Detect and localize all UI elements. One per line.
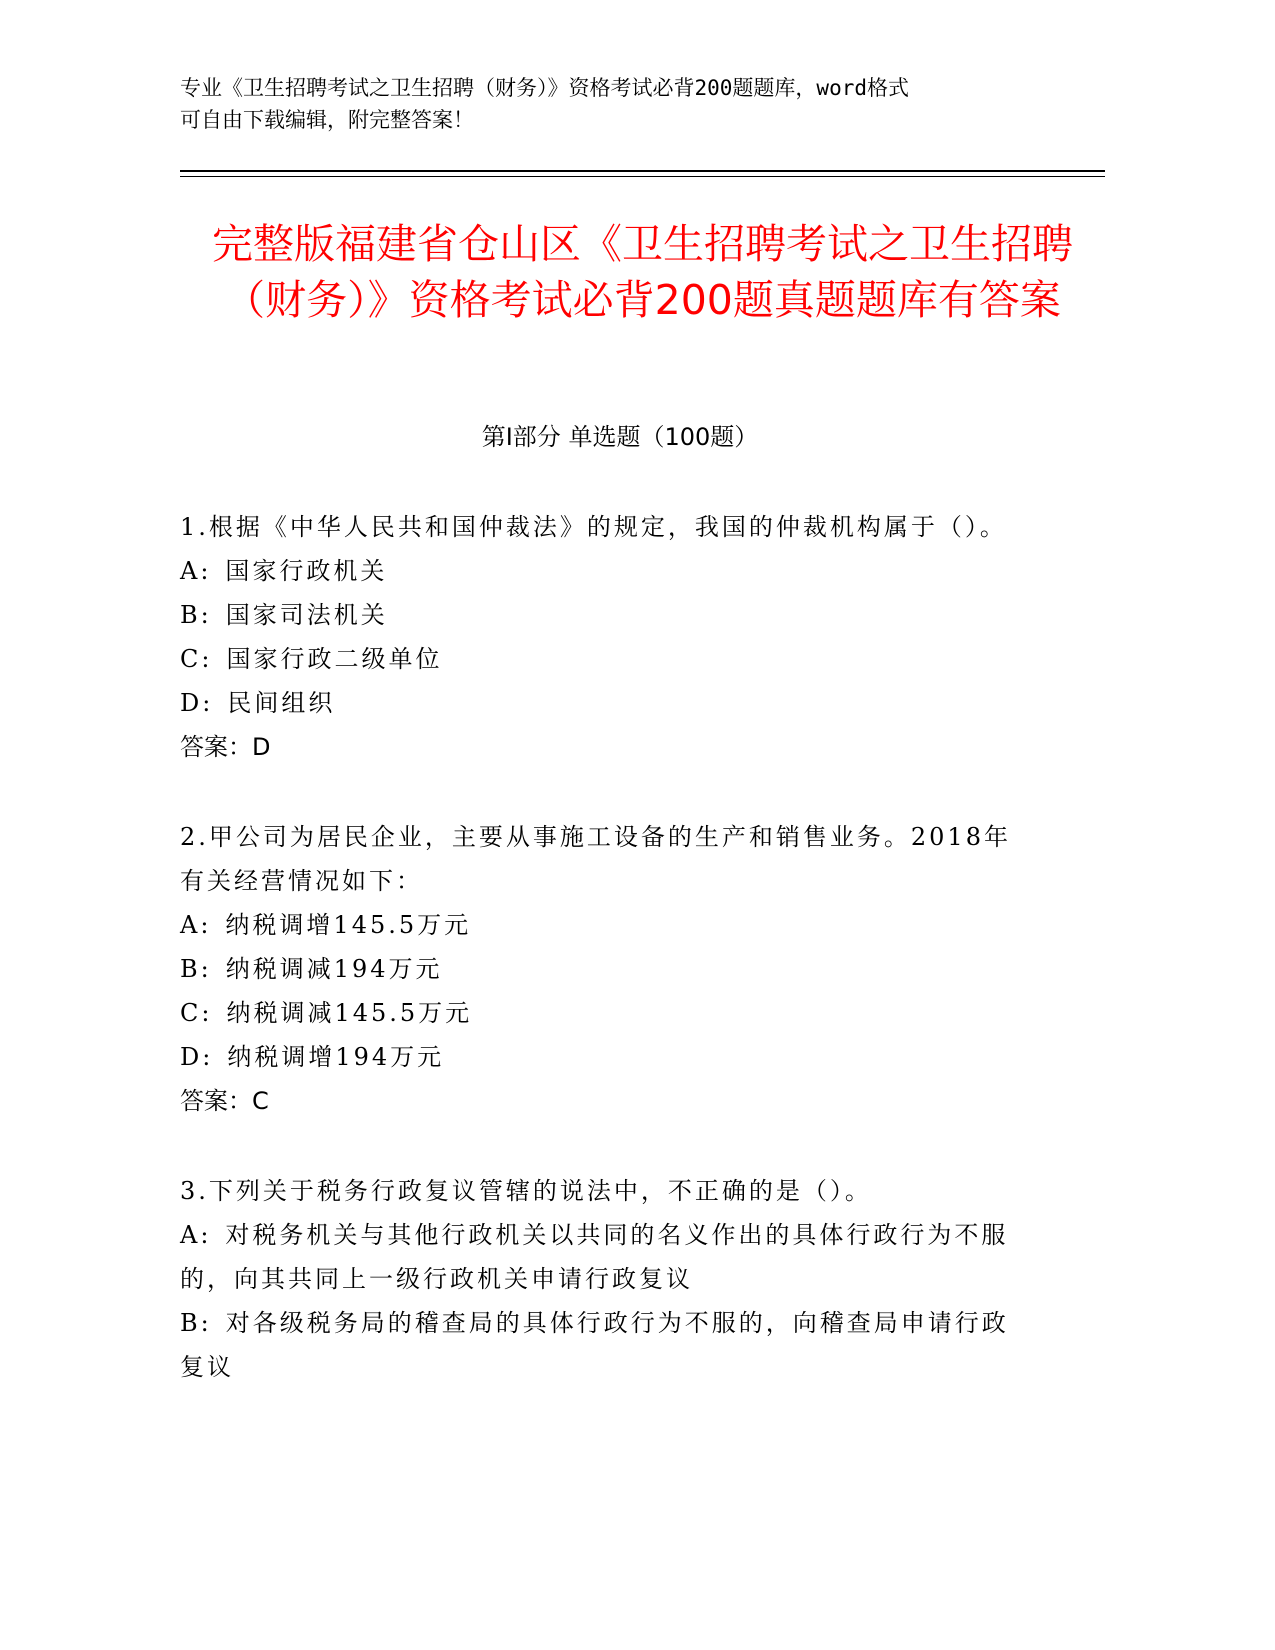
question-1 <box>180 505 1030 769</box>
option-text: 纳税调增194万元 <box>227 1043 445 1071</box>
option-c <box>180 637 1030 681</box>
option-b <box>180 947 1030 991</box>
option-label: D: <box>180 689 214 717</box>
question-stem: 2.甲公司为居民企业，主要从事施工设备的生产和销售业务。2018年有关经营情况如下： <box>180 823 1011 895</box>
option-a <box>180 549 1030 593</box>
header-note-line-2: 可自由下载编辑，附完整答案！ <box>180 108 474 132</box>
option-text: 民间组织 <box>227 689 336 717</box>
option-b <box>180 1301 1030 1389</box>
option-label: A: <box>180 911 212 939</box>
option-label: C: <box>180 645 213 673</box>
answer: 答案：D <box>180 733 271 761</box>
option-label: A: <box>180 1221 212 1249</box>
header-note-line-1: 专业《卫生招聘考试之卫生招聘（财务）》资格考试必背200题题库，word格式 <box>180 76 909 100</box>
header-note <box>180 72 1040 136</box>
question-stem: 1.根据《中华人民共和国仲裁法》的规定，我国的仲裁机构属于（）。 <box>180 513 1007 541</box>
option-text: 国家行政机关 <box>225 557 388 585</box>
option-a <box>180 903 1030 947</box>
option-label: D: <box>180 1043 214 1071</box>
header-divider-thick <box>180 170 1105 172</box>
option-text: 国家行政二级单位 <box>226 645 443 673</box>
option-d <box>180 1035 1030 1079</box>
question-2 <box>180 815 1030 1123</box>
option-text: 纳税调减145.5万元 <box>226 999 473 1027</box>
option-b <box>180 593 1030 637</box>
option-d <box>180 681 1030 725</box>
option-label: B: <box>180 601 212 629</box>
option-text: 纳税调增145.5万元 <box>225 911 472 939</box>
option-a <box>180 1213 1030 1301</box>
document-title: 完整版福建省仓山区《卫生招聘考试之卫生招聘（财务）》资格考试必背200题真题题库有答案 <box>212 220 1073 324</box>
option-label: B: <box>180 955 212 983</box>
option-text: 纳税调减194万元 <box>225 955 443 983</box>
section-heading: 第Ⅰ部分 单选题（100题） <box>481 423 759 451</box>
option-text: 对各级税务局的稽查局的具体行政行为不服的，向稽查局申请行政复议 <box>180 1309 1009 1381</box>
question-stem: 3.下列关于税务行政复议管辖的说法中，不正确的是（）。 <box>180 1177 872 1205</box>
option-text: 国家司法机关 <box>225 601 388 629</box>
option-label: A: <box>180 557 212 585</box>
option-label: B: <box>180 1309 212 1337</box>
question-3 <box>180 1169 1030 1389</box>
option-label: C: <box>180 999 213 1027</box>
option-text: 对税务机关与其他行政机关以共同的名义作出的具体行政行为不服的，向其共同上一级行政机关申请行政复议 <box>180 1221 1009 1293</box>
option-c <box>180 991 1030 1035</box>
answer: 答案：C <box>180 1087 269 1115</box>
header-divider-thin <box>180 176 1105 177</box>
question-list <box>180 505 1030 1435</box>
